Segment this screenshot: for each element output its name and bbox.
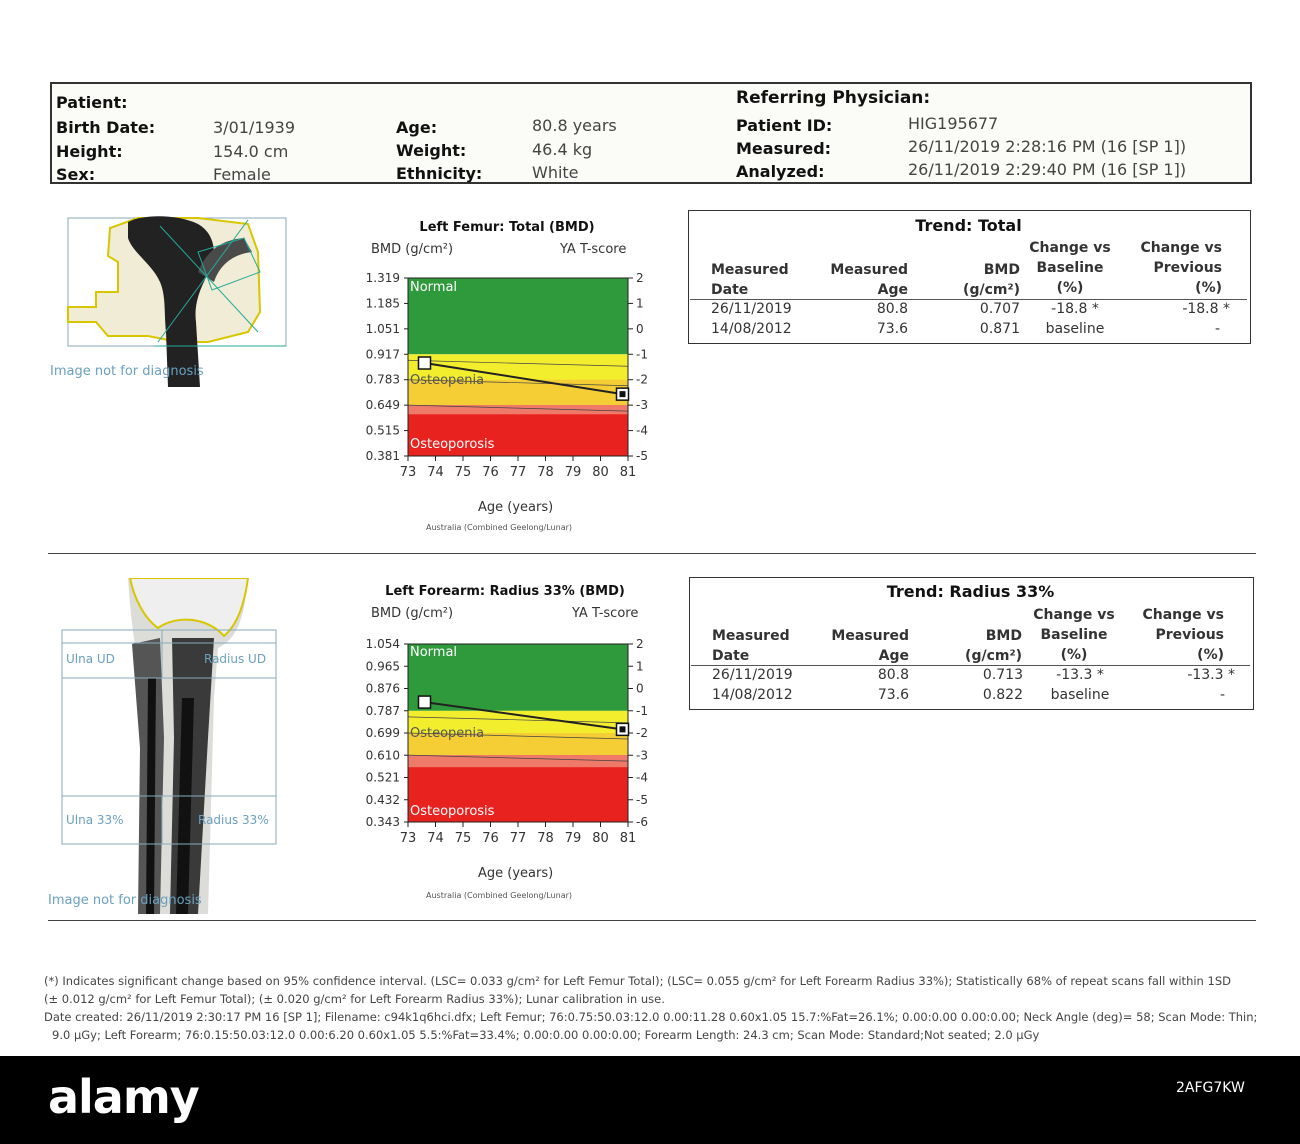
femur-bmd-chart <box>340 268 660 488</box>
table-cell: 14/08/2012 <box>712 687 793 703</box>
y-tick-label: 1.185 <box>365 296 400 311</box>
forearm-scan-caption: Image not for diagnosis <box>48 893 202 908</box>
measured-value: 26/11/2019 2:28:16 PM (16 [SP 1]) <box>908 137 1187 156</box>
baseline-point <box>419 357 431 369</box>
x-tick-label: 78 <box>537 465 554 480</box>
y-tick-label: 0.783 <box>365 372 400 387</box>
zone-band <box>408 755 628 767</box>
patient-label: Patient: <box>56 93 128 112</box>
femur-col-bmd: BMD (g/cm²) <box>963 262 1020 298</box>
footnote-line: (± 0.012 g/cm² for Left Femur Total); (± 0.020 g/cm² for Left Forearm Radius 33%); Lunar calibration in use. <box>44 992 665 1006</box>
measured-label: Measured: <box>736 139 832 158</box>
x-tick-label: 79 <box>564 465 582 480</box>
femur-chart-title: Left Femur: Total (BMD) <box>419 220 595 235</box>
t-score-tick-label: 2 <box>636 637 644 651</box>
t-score-tick-label: 2 <box>636 271 644 285</box>
patient-id-label: Patient ID: <box>736 116 833 135</box>
watermark-logo: alamy <box>48 1070 199 1124</box>
y-tick-label: 0.917 <box>365 347 400 362</box>
y-tick-label: 0.343 <box>365 815 400 829</box>
femur-t-score-label: YA T-score <box>560 242 627 257</box>
ulna-ud-label: Ulna UD <box>66 652 115 666</box>
table-cell: -18.8 * <box>1051 301 1099 317</box>
forearm-zone-osteoporosis-label: Osteoporosis <box>410 804 495 819</box>
ethnicity-value: White <box>532 163 579 182</box>
t-score-tick-label: -3 <box>636 398 648 413</box>
table-cell: 26/11/2019 <box>711 301 792 317</box>
x-tick-label: 74 <box>427 831 444 846</box>
latest-point-center <box>620 726 626 732</box>
t-score-tick-label: 1 <box>636 296 644 311</box>
y-tick-label: 0.787 <box>365 703 400 718</box>
t-score-tick-label: -6 <box>636 815 648 829</box>
zone-band <box>408 405 628 414</box>
y-tick-label: 0.649 <box>365 398 400 413</box>
forearm-col-baseline: Change vs Baseline (%) <box>1033 607 1115 663</box>
footnote-line: (*) Indicates significant change based on 95% confidence interval. (LSC= 0.033 g/cm² for Left Femur Total); (LSC= 0.055 g/cm² for Left Forearm Radius 33%); Statistically 68% of repeat scans fall within 1SD <box>44 974 1231 988</box>
femur-zone-osteopenia-label: Osteopenia <box>410 373 485 388</box>
femur-scan-image <box>48 212 290 387</box>
forearm-bmd-chart <box>340 634 660 854</box>
femur-scan-caption: Image not for diagnosis <box>50 364 204 379</box>
t-score-tick-label: -4 <box>636 423 648 438</box>
femur-col-date: Measured Date <box>711 262 789 298</box>
femur-trend-title: Trend: Total <box>915 216 1022 235</box>
x-tick-label: 80 <box>592 465 609 480</box>
radius-ud-label: Radius UD <box>204 652 267 666</box>
femur-zone-normal-label: Normal <box>410 280 458 295</box>
table-cell: 0.822 <box>982 687 1023 703</box>
y-tick-label: 0.610 <box>365 748 400 763</box>
x-tick-label: 73 <box>399 465 417 480</box>
femur-col-baseline: Change vs Baseline (%) <box>1029 240 1111 296</box>
forearm-zone-normal-label: Normal <box>410 645 458 660</box>
y-tick-label: 0.965 <box>365 659 400 674</box>
t-score-tick-label: 0 <box>636 681 644 696</box>
t-score-tick-label: -1 <box>636 703 648 718</box>
table-cell: 0.713 <box>982 667 1023 683</box>
y-tick-label: 1.319 <box>365 271 400 285</box>
sex-value: Female <box>213 165 271 184</box>
femur-col-previous: Change vs Previous (%) <box>1140 240 1222 296</box>
x-tick-label: 77 <box>509 465 527 480</box>
forearm-t-score-label: YA T-score <box>572 606 639 621</box>
forearm-col-previous: Change vs Previous (%) <box>1142 607 1224 663</box>
x-tick-label: 80 <box>592 831 609 846</box>
t-score-tick-label: -2 <box>636 726 648 740</box>
table-cell: baseline <box>1045 321 1105 337</box>
femur-y-axis-label: BMD (g/cm²) <box>371 242 454 257</box>
analyzed-value: 26/11/2019 2:29:40 PM (16 [SP 1]) <box>908 160 1187 179</box>
latest-point-center <box>620 391 626 397</box>
forearm-col-bmd: BMD (g/cm²) <box>965 628 1022 664</box>
table-cell: baseline <box>1050 687 1110 703</box>
table-cell: 0.871 <box>979 321 1020 337</box>
x-tick-label: 77 <box>509 831 527 846</box>
footnote-line: 9.0 µGy; Left Forearm; 76:0.15:50.03:12.0 0.00:6.20 0.60x1.05 5.5:%Fat=33.4%; 0.00:0.00 0.00:0.00; Forearm Length: 24.3 cm; Scan Mode: Standard;Not seated; 2.0 µGy <box>52 1028 1040 1042</box>
table-cell: 26/11/2019 <box>712 667 793 683</box>
y-tick-label: 0.432 <box>365 792 400 807</box>
t-score-tick-label: -5 <box>636 792 648 807</box>
table-cell: -13.3 * <box>1056 667 1104 683</box>
femur-table-divider <box>690 299 1247 300</box>
y-tick-label: 1.051 <box>365 321 400 336</box>
ulna-33-label: Ulna 33% <box>66 813 124 827</box>
radius-33-label: Radius 33% <box>198 813 269 827</box>
t-score-tick-label: 1 <box>636 659 644 674</box>
patient-id-value: HIG195677 <box>908 114 999 133</box>
x-tick-label: 76 <box>482 831 499 846</box>
y-tick-label: 0.381 <box>365 449 400 463</box>
t-score-tick-label: -4 <box>636 770 648 785</box>
table-cell: - <box>1214 321 1220 337</box>
x-tick-label: 75 <box>454 465 472 480</box>
forearm-scan-image <box>48 578 288 914</box>
table-cell: -13.3 * <box>1187 667 1235 683</box>
forearm-col-age: Measured Age <box>831 628 909 664</box>
x-tick-label: 76 <box>482 465 499 480</box>
x-tick-label: 78 <box>537 831 554 846</box>
t-score-tick-label: 0 <box>636 321 644 336</box>
femur-zone-osteoporosis-label: Osteoporosis <box>410 437 495 452</box>
forearm-x-axis-label: Age (years) <box>478 866 554 881</box>
forearm-table-divider <box>691 665 1250 666</box>
sex-label: Sex: <box>56 165 96 184</box>
ethnicity-label: Ethnicity: <box>396 164 483 183</box>
footnote <box>44 972 1259 1044</box>
x-tick-label: 74 <box>427 465 444 480</box>
section-divider <box>48 553 1256 554</box>
table-cell: 0.707 <box>979 301 1020 317</box>
analyzed-label: Analyzed: <box>736 162 825 181</box>
x-tick-label: 81 <box>619 465 637 480</box>
t-score-tick-label: -5 <box>636 449 648 463</box>
table-cell: 80.8 <box>877 667 909 683</box>
femur-x-axis-label: Age (years) <box>478 500 554 515</box>
x-tick-label: 73 <box>399 831 417 846</box>
height-label: Height: <box>56 142 123 161</box>
t-score-tick-label: -2 <box>636 372 648 387</box>
weight-label: Weight: <box>396 141 467 160</box>
y-tick-label: 0.699 <box>365 726 400 740</box>
y-tick-label: 0.876 <box>365 681 400 696</box>
forearm-chart-title: Left Forearm: Radius 33% (BMD) <box>385 584 625 599</box>
femur-reference-source: Australia (Combined Geelong/Lunar) <box>426 523 573 532</box>
t-score-tick-label: -3 <box>636 748 648 763</box>
height-value: 154.0 cm <box>213 142 289 161</box>
age-value: 80.8 years <box>532 116 617 135</box>
forearm-zone-osteopenia-label: Osteopenia <box>410 726 485 741</box>
section-divider <box>48 920 1256 921</box>
birth-date-label: Birth Date: <box>56 118 156 137</box>
table-cell: 80.8 <box>876 301 908 317</box>
y-tick-label: 1.054 <box>365 637 400 651</box>
forearm-reference-source: Australia (Combined Geelong/Lunar) <box>426 891 573 900</box>
watermark-code: 2AFG7KW <box>1176 1080 1245 1096</box>
table-cell: - <box>1219 687 1225 703</box>
birth-date-value: 3/01/1939 <box>213 118 296 137</box>
weight-value: 46.4 kg <box>532 140 593 159</box>
referring-physician-label: Referring Physician: <box>736 88 931 108</box>
forearm-trend-title: Trend: Radius 33% <box>886 582 1055 601</box>
y-tick-label: 0.521 <box>365 770 400 785</box>
y-tick-label: 0.515 <box>365 423 400 438</box>
table-cell: 73.6 <box>876 321 908 337</box>
table-cell: -18.8 * <box>1182 301 1230 317</box>
t-score-tick-label: -1 <box>636 347 648 362</box>
age-label: Age: <box>396 118 438 137</box>
table-cell: 14/08/2012 <box>711 321 792 337</box>
forearm-y-axis-label: BMD (g/cm²) <box>371 606 454 621</box>
x-tick-label: 81 <box>619 831 637 846</box>
footnote-line: Date created: 26/11/2019 2:30:17 PM 16 [SP 1]; Filename: c94k1q6hci.dfx; Left Femur; 76:0.75:50.03:12.0 0.00:11.28 0.60x1.05 15.7:%Fat=26.1%; 0.00:0.00 0.00:0.00; Neck Angle (deg)= 58; Scan Mode: Thin; <box>44 1010 1258 1024</box>
x-tick-label: 75 <box>454 831 472 846</box>
femur-col-age: Measured Age <box>830 262 908 298</box>
x-tick-label: 79 <box>564 831 582 846</box>
baseline-point <box>419 696 431 708</box>
table-cell: 73.6 <box>877 687 909 703</box>
forearm-col-date: Measured Date <box>712 628 790 664</box>
